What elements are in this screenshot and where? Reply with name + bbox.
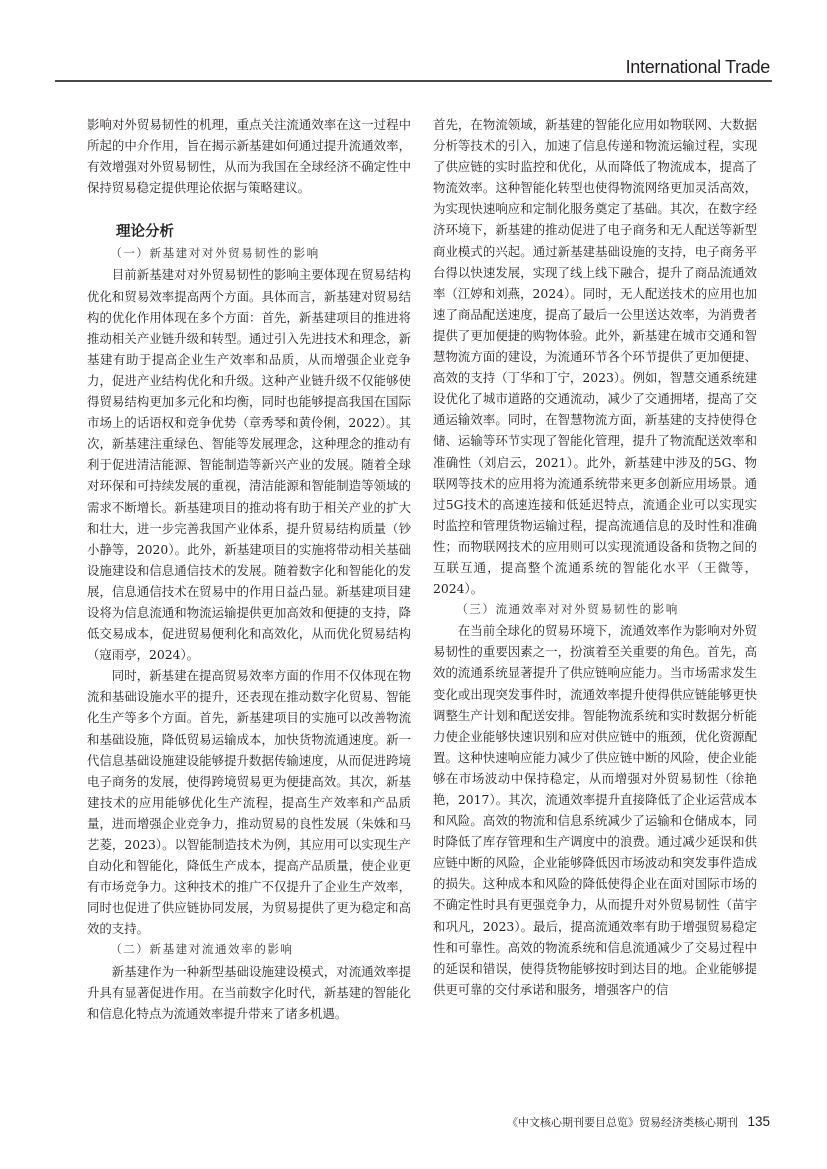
subsection-heading-1: （一）新基建对对外贸易韧性的影响 (110, 246, 320, 261)
right-column (433, 114, 757, 1000)
spacer (87, 198, 411, 221)
journal-section-title: International Trade (625, 57, 770, 77)
section-title: 理论分析 (116, 224, 174, 241)
subsection-heading-3: （三）流通效率对对外贸易韧性的影响 (456, 602, 679, 617)
header-rule-full (55, 80, 772, 82)
intro-paragraph: 影响对外贸易韧性的机理，重点关注流通效率在这一过程中所起的中介作用，旨在揭示新基建如何通过提升流通效率，有效增强对外贸易韧性，从而为我国在全球经济不确定性中保持贸易稳定提供理论依据与策略建议。 (87, 117, 411, 196)
left-column (87, 114, 411, 1024)
continuation-paragraph: 首先，在物流领域，新基建的智能化应用如物联网、大数据分析等技术的引入，加速了信息传递和物流运输过程，实现了供应链的实时监控和优化，从而降低了物流成本，提高了物流效率。这种智能化转型也使得物流网络更加灵活高效，为实现快速响应和定制化服务奠定了基础。其次，在数字经济环境下，新基建的推动促进了电子商务和无人配送等新型商业模式的兴起。通过新基建基础设施的支持，电子商务平台得以快速发展，实现了线上线下融合，提升了商品流通效率（江婷和刘燕，2024）。同时，无人配送技术的应用也加速了商品配送速度，提高了最后一公里送达效率，为消费者提供了更加便捷的购物体验。此外，新基建在城市交通和智慧物流方面的建设，为流通环节各个环节提供了更加便捷、高效的支持（丁华和丁宁，2023）。例如，智慧交通系统建设优化了城市道路的交通流动，减少了交通拥堵，提高了交通运输效率。同时，在智慧物流方面，新基建的支持使得仓储、运输等环节实现了智能化管理，提升了物流配送效率和准确性（刘启云，2021）。此外，新基建中涉及的5G、物联网等技术的应用将为流通系统带来更多创新应用场景。通过5G技术的高速连接和低延迟特点，流通企业可以实现实时监控和管理货物运输过程，提高流通信息的及时性和准确性；而物联网技术的应用则可以实现流通设备和货物之间的互联互通，提高整个流通系统的智能化水平（王微等，2024）。 (433, 117, 757, 597)
body-paragraph: 同时，新基建在提高贸易效率方面的作用不仅体现在物流和基础设施水平的提升，还表现在推动数字化贸易、智能化生产等多个方面。首先，新基建项目的实施可以改善物流和基础设施，降低贸易运输成本，加快货物流通速度。新一代信息基础设施建设能够提升数据传输速度，从而促进跨境电子商务的发展，使得跨境贸易更为便捷高效。其次，新基建技术的应用能够优化生产流程，提高生产效率和产品质量，进而增强企业竞争力，推动贸易的良性发展（朱姝和马艺菱，2023）。以智能制造技术为例，其应用可以实现生产自动化和智能化，降低生产成本，提高产品质量，使企业更有市场竞争力。这种技术的推广不仅提升了企业生产效率，同时也促进了供应链协同发展，为贸易提供了更为稳定和高效的支持。 (87, 668, 411, 937)
subsection-heading-2: （二）新基建对流通效率的影响 (110, 942, 294, 957)
body-paragraph: 新基建作为一种新型基础设施建设模式，对流通效率提升具有显著促进作用。在当前数字化时代，新基建的智能化和信息化特点为流通效率提升带来了诸多机遇。 (87, 963, 411, 1021)
journal-indexing-note: 《中文核心期刊要目总览》贸易经济类核心期刊 (506, 1116, 738, 1129)
page-number: 135 (747, 1114, 770, 1129)
body-paragraph: 目前新基建对对外贸易韧性的影响主要体现在贸易结构优化和贸易效率提高两个方面。具体而言，新基建对贸易结构的优化作用体现在多个方面：首先，新基建项目的推进将推动相关产业链升级和转型。通过引入先进技术和理念，新基建有助于提高企业生产效率和品质，从而增强企业竞争力，促进产业结构优化和升级。这种产业链升级不仅能够使得贸易结构更加多元化和均衡，同时也能够提高我国在国际市场上的话语权和竞争优势（章秀琴和黄伶俐，2022）。其次，新基建注重绿色、智能等发展理念，这种理念的推动有利于促进清洁能源、智能制造等新兴产业的发展。随着全球对环保和可持续发展的重视，清洁能源和智能制造等领域的需求不断增长。新基建项目的推动将有助于相关产业的扩大和壮大，进一步完善我国产业体系，提升贸易结构质量（钞小静等，2020）。此外，新基建项目的实施将带动相关基础设施建设和信息通信技术的发展。随着数字化和智能化的发展，信息通信技术在贸易中的作用日益凸显。新基建项目建设将为信息流通和物流运输提供更加高效和便捷的支持，降低交易成本，促进贸易便利化和高效化，从而优化贸易结构（寇雨亭，2024）。 (87, 267, 411, 663)
body-paragraph: 在当前全球化的贸易环境下，流通效率作为影响对外贸易韧性的重要因素之一，扮演着至关重要的角色。首先，高效的流通系统显著提升了供应链响应能力。当市场需求发生变化或出现突发事件时，流通效率提升使得供应链能够更快调整生产计划和配送安排。智能物流系统和实时数据分析能力使企业能够快速识别和应对供应链中的瓶颈，优化资源配置。这种快速响应能力减少了供应链中断的风险，使企业能够在市场波动中保持稳定，从而增强对外贸易韧性（徐艳艳，2017）。其次，流通效率提升直接降低了企业运营成本和风险。高效的物流和信息系统减少了运输和仓储成本，同时降低了库存管理和生产调度中的浪费。通过减少延误和供应链中断的风险，企业能够降低因市场波动和突发事件造成的损失。这种成本和风险的降低使得企业在面对国际市场的不确定性时具有更强竞争力，从而提升对外贸易韧性（苗宇和巩凡，2023）。最后，提高流通效率有助于增强贸易稳定性和可靠性。高效的物流系统和信息流通减少了交易过程中的延误和错误，使得货物能够按时到达目的地。企业能够提供更可靠的交付承诺和服务，增强客户的信 (433, 623, 757, 997)
page-footer (507, 1114, 770, 1130)
